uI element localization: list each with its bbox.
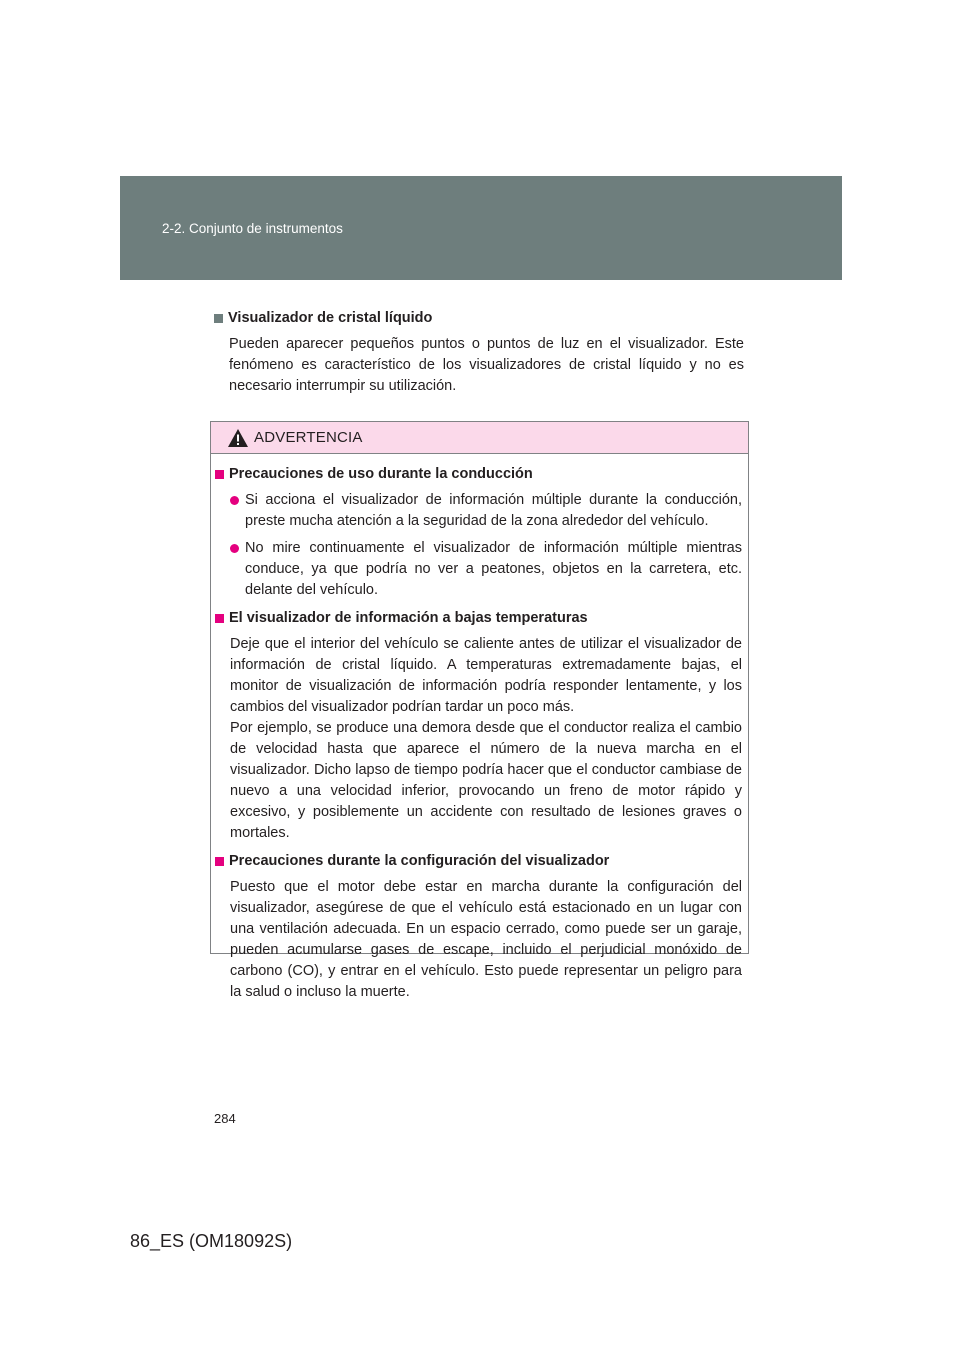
square-bullet-icon [215,470,224,479]
warning-header [211,422,748,454]
header-band [120,176,842,280]
warning-triangle-icon [227,428,249,448]
warning-body [211,454,748,1003]
intro-paragraph: Pueden aparecer pequeños puntos o puntos de luz en el visualizador. Este fenómeno es característico de los visualizadores de cristal líquido y no es necesario interrumpir su utilización. [229,336,744,394]
bullet-item [230,490,742,532]
bullet-text: Si acciona el visualizador de información múltiple durante la conducción, preste mucha atención a la seguridad de la zona alrededor del vehículo. [245,492,742,529]
warning-item [215,464,742,601]
intro-heading [214,308,744,328]
square-bullet-icon [215,857,224,866]
warning-item [215,851,742,1003]
bullet-text: No mire continuamente el visualizador de información múltiple mientras conduce, ya que podría no ver a peatones, objetos en la carretera, etc. delante del vehículo. [245,540,742,598]
square-bullet-icon [214,314,223,323]
warning-item-heading [215,851,742,871]
warning-item-heading [215,608,742,628]
page-number: 284 [214,1111,236,1126]
warning-paragraph: Deje que el interior del vehículo se caliente antes de utilizar el visualizador de información de cristal líquido. A temperaturas extremadamente bajas, el monitor de visualización de información podría responder lentamente, y los cambios del visualizador podrían tardar un poco más. [230,636,742,715]
square-bullet-icon [215,614,224,623]
warning-paragraph: Puesto que el motor debe estar en marcha durante la configuración del visualizador, asegúrese de que el vehículo está estacionado en un lugar con una ventilación adecuada. En un espacio cerrado, como puede ser un garaje, pueden acumularse gases de escape, incluido el perjudicial monóxido de carbono (CO), y entrar en el vehículo. Esto puede representar un peligro para la salud o incluso la muerte. [230,879,742,1000]
warning-paragraph: Por ejemplo, se produce una demora desde que el conductor realiza el cambio de velocidad hasta que aparece el número de la nueva marcha en el visualizador. Dicho lapso de tiempo podría hacer que el conductor cambiase de nuevo a una velocidad inferior, provocando un freno de motor rápido y excesivo, y posiblemente un accidente con resultado de lesiones graves o mortales. [230,720,742,841]
warning-item [215,608,742,844]
round-bullet-icon [230,496,239,505]
warning-title: ADVERTENCIA [254,429,363,446]
intro-section [214,308,744,397]
section-title: 2-2. Conjunto de instrumentos [162,221,343,236]
warning-item-heading-text: Precauciones durante la configuración del visualizador [229,853,610,869]
document-code: 86_ES (OM18092S) [130,1231,293,1251]
warning-box [210,421,749,1000]
bullet-item [230,538,742,601]
warning-item-heading-text: El visualizador de información a bajas temperaturas [229,610,588,626]
round-bullet-icon [230,544,239,553]
warning-item-heading [215,464,742,484]
intro-heading-text: Visualizador de cristal líquido [228,310,433,326]
warning-item-heading-text: Precauciones de uso durante la conducción [229,466,533,482]
